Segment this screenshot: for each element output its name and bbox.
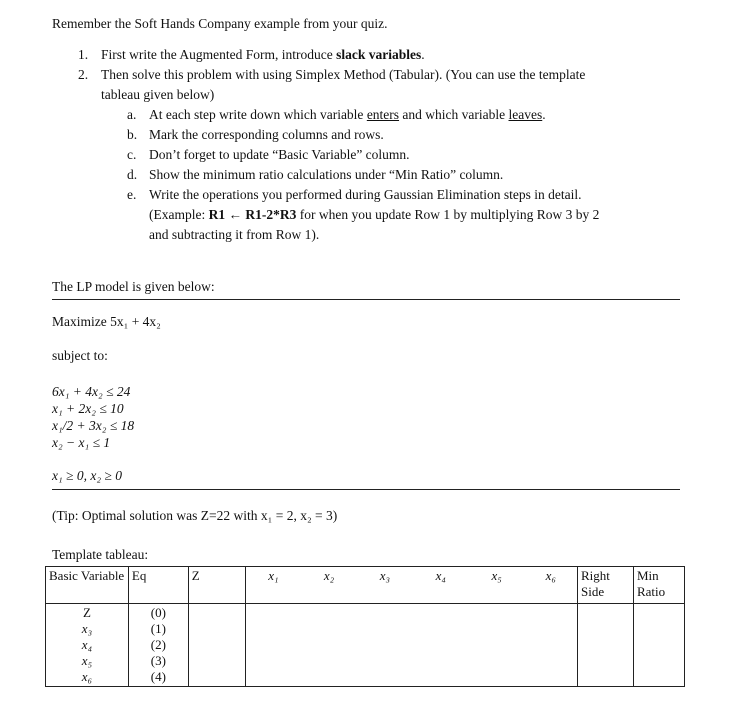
basic-var: x₆: [81, 669, 93, 684]
constraint: x₁/2 + 3x₂ ≤ 18: [52, 418, 135, 433]
body-row: [46, 604, 685, 687]
subject-to: subject to:: [52, 348, 108, 363]
subitem-d: [127, 167, 504, 183]
letter: b.: [127, 127, 138, 142]
letter: e.: [127, 187, 137, 202]
divider: [52, 489, 680, 490]
text: .: [421, 47, 425, 62]
item-number: 2.: [78, 67, 89, 82]
item-1: [78, 47, 425, 63]
header-x3: x₃: [357, 567, 413, 604]
header-right-side: Right Side: [578, 567, 634, 604]
tip: (Tip: Optimal solution was Z=22 with x₁ = 2, x₂ = 3): [52, 508, 338, 523]
text: (Example:: [149, 207, 209, 222]
divider: [52, 299, 680, 300]
header-x4: x₄: [413, 567, 469, 604]
min-ratio-cell[interactable]: [633, 604, 684, 687]
header-row: [46, 567, 685, 604]
header-min-ratio: Min Ratio: [633, 567, 684, 604]
letter: c.: [127, 147, 137, 162]
basic-variable-column: [46, 604, 129, 687]
z-cell[interactable]: [188, 604, 245, 687]
bold-text: R1 ← R1-2*R3: [208, 207, 297, 222]
header-x6: x₆: [525, 567, 578, 604]
intro-text: Remember the Soft Hands Company example from your quiz.: [52, 16, 388, 31]
right-side-cell[interactable]: [578, 604, 634, 687]
bold-text: slack variables: [336, 47, 422, 62]
item-1-text: [101, 47, 425, 63]
subitem-e: [127, 187, 600, 242]
letter: d.: [127, 167, 138, 182]
item-2-line2: tableau given below): [101, 87, 215, 102]
basic-var: x₄: [81, 637, 93, 652]
eq-num: (1): [150, 621, 166, 636]
basic-var: x₃: [81, 621, 93, 636]
item-2: [78, 67, 586, 102]
eq-num: (3): [150, 653, 166, 668]
underlined-text: enters: [366, 107, 400, 122]
subitem-b: [127, 127, 384, 143]
nonnegativity: x₁ ≥ 0, x₂ ≥ 0: [52, 468, 122, 483]
text: Don’t forget to update “Basic Variable” column.: [149, 147, 410, 162]
eq-num: (4): [150, 669, 166, 684]
header-x5: x₅: [469, 567, 525, 604]
basic-var: x₅: [81, 653, 93, 668]
item-2-line1: Then solve this problem with using Simplex Method (Tabular). (You can use the template: [101, 67, 586, 82]
simplex-tableau: [45, 566, 685, 687]
text: At each step write down which variable: [149, 107, 367, 122]
text: Write the operations you performed during Gaussian Elimination steps in detail.: [149, 187, 582, 202]
subitem-c: [127, 147, 410, 163]
lp-heading: The LP model is given below:: [52, 279, 215, 294]
eq-column: [128, 604, 188, 687]
variables-cell[interactable]: [245, 604, 577, 687]
example-line: [149, 207, 599, 223]
eq-num: (2): [150, 637, 166, 652]
item-number: 1.: [78, 47, 89, 62]
basic-var: Z: [82, 605, 91, 620]
constraint: x₂ − x₁ ≤ 1: [52, 435, 111, 450]
subitem-a: [127, 107, 546, 123]
text: and which variable: [399, 107, 509, 122]
header-eq: Eq: [128, 567, 188, 604]
text: First write the Augmented Form, introduce: [101, 47, 337, 62]
text: and subtracting it from Row 1).: [149, 227, 320, 242]
header-x1: x₁: [245, 567, 301, 604]
text: for when you update Row 1 by multiplying Row 3 by 2: [296, 207, 600, 222]
header-z: Z: [188, 567, 245, 604]
text: Show the minimum ratio calculations under “Min Ratio” column.: [149, 167, 504, 182]
constraint: 6x₁ + 4x₂ ≤ 24: [52, 384, 131, 399]
constraint: x₁ + 2x₂ ≤ 10: [52, 401, 124, 416]
letter: a.: [127, 107, 137, 122]
text: .: [542, 107, 546, 122]
objective: Maximize 5x₁ + 4x₂: [52, 314, 161, 329]
template-label: Template tableau:: [52, 547, 149, 562]
underlined-text: leaves: [508, 107, 543, 122]
header-basic-variable: Basic Variable: [46, 567, 129, 604]
header-x2: x₂: [301, 567, 357, 604]
eq-num: (0): [150, 605, 166, 620]
text: Mark the corresponding columns and rows.: [149, 127, 384, 142]
